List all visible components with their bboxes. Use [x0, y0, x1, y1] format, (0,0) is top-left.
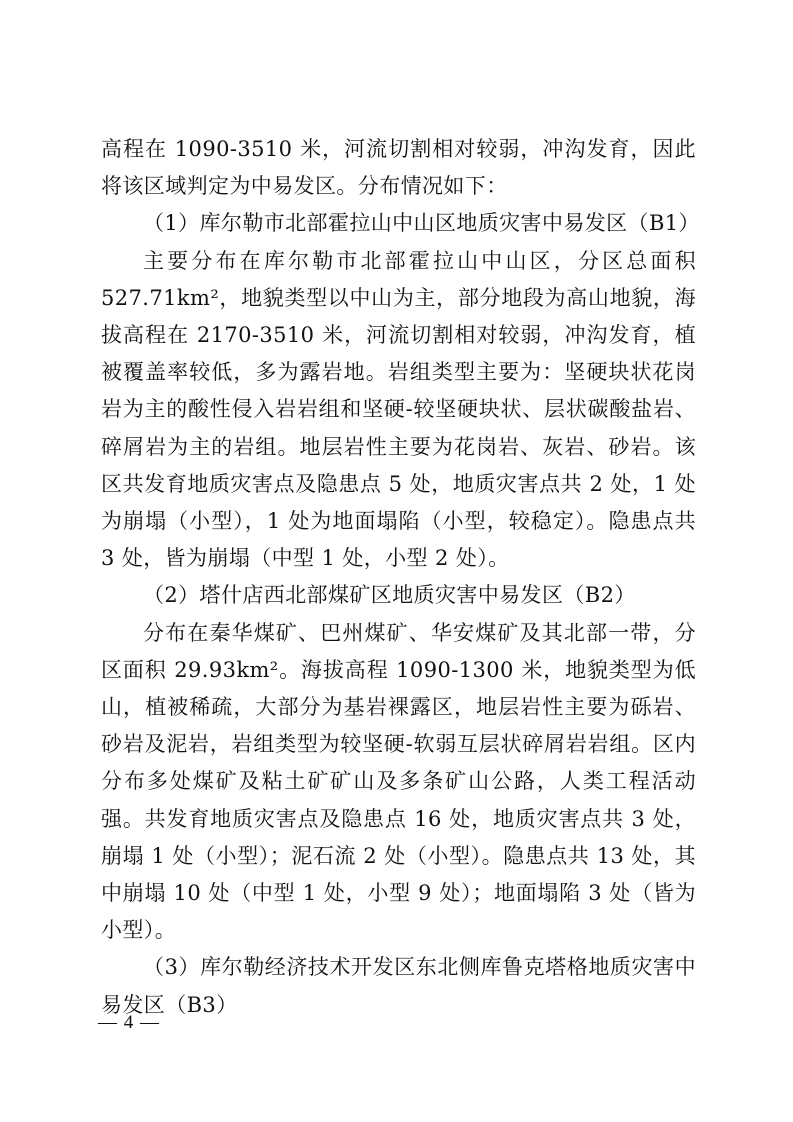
section-heading-b1: （1）库尔勒市北部霍拉山中山区地质灾害中易发区（B1） — [143, 211, 700, 236]
section-heading-b3: （3）库尔勒经济技术开发区东北侧库鲁克塔格地质灾害中易发区（B3） — [101, 955, 696, 1017]
paragraph-b2-description: 分布在秦华煤矿、巴州煤矿、华安煤矿及其北部一带，分区面积 29.93km²。海拔高程 1090-1300 米，地貌类型为低山，植被稀疏，大部分为基岩裸露区，地层岩性主要为砾岩、砂岩及泥岩，岩组类型为较坚硬-软弱互层状碎屑岩岩组。区内分布多处煤矿及粘土矿矿山及多条矿山公路，人类工程活动强。共发育地质灾害点及隐患点 16 处，地质灾害点共 3 处，崩塌 1 处（小型）；泥石流 2 处（小型）。隐患点共 13 处，其中崩塌 10 处（中型 1 处，小型 9 处）；地面塌陷 3 处（皆为小型）。 — [101, 620, 696, 943]
paragraph-continuation: 高程在 1090-3510 米，河流切割相对较弱，冲沟发育，因此将该区域判定为中易发区。分布情况如下： — [101, 137, 696, 199]
section-heading-b2: （2）塔什店西北部煤矿区地质灾害中易发区（B2） — [143, 583, 636, 608]
paragraph-b1-description: 主要分布在库尔勒市北部霍拉山中山区，分区总面积 527.71km²，地貌类型以中山为主，部分地段为高山地貌，海拔高程在 2170-3510 米，河流切割相对较弱，冲沟发育，植被覆盖率较低，多为露岩地。岩组类型主要为：坚硬块状花岗岩为主的酸性侵入岩岩组和坚硬-较坚硬块状、层状碳酸盐岩、碎屑岩为主的岩组。地层岩性主要为花岗岩、灰岩、砂岩。该区共发育地质灾害点及隐患点 5 处，地质灾害点共 2 处，1 处为崩塌（小型），1 处为地面塌陷（小型，较稳定）。隐患点共 3 处，皆为崩塌（中型 1 处，小型 2 处）。 — [101, 248, 696, 571]
body-text — [101, 131, 700, 1024]
page-number: — 4 — — [98, 1012, 160, 1033]
